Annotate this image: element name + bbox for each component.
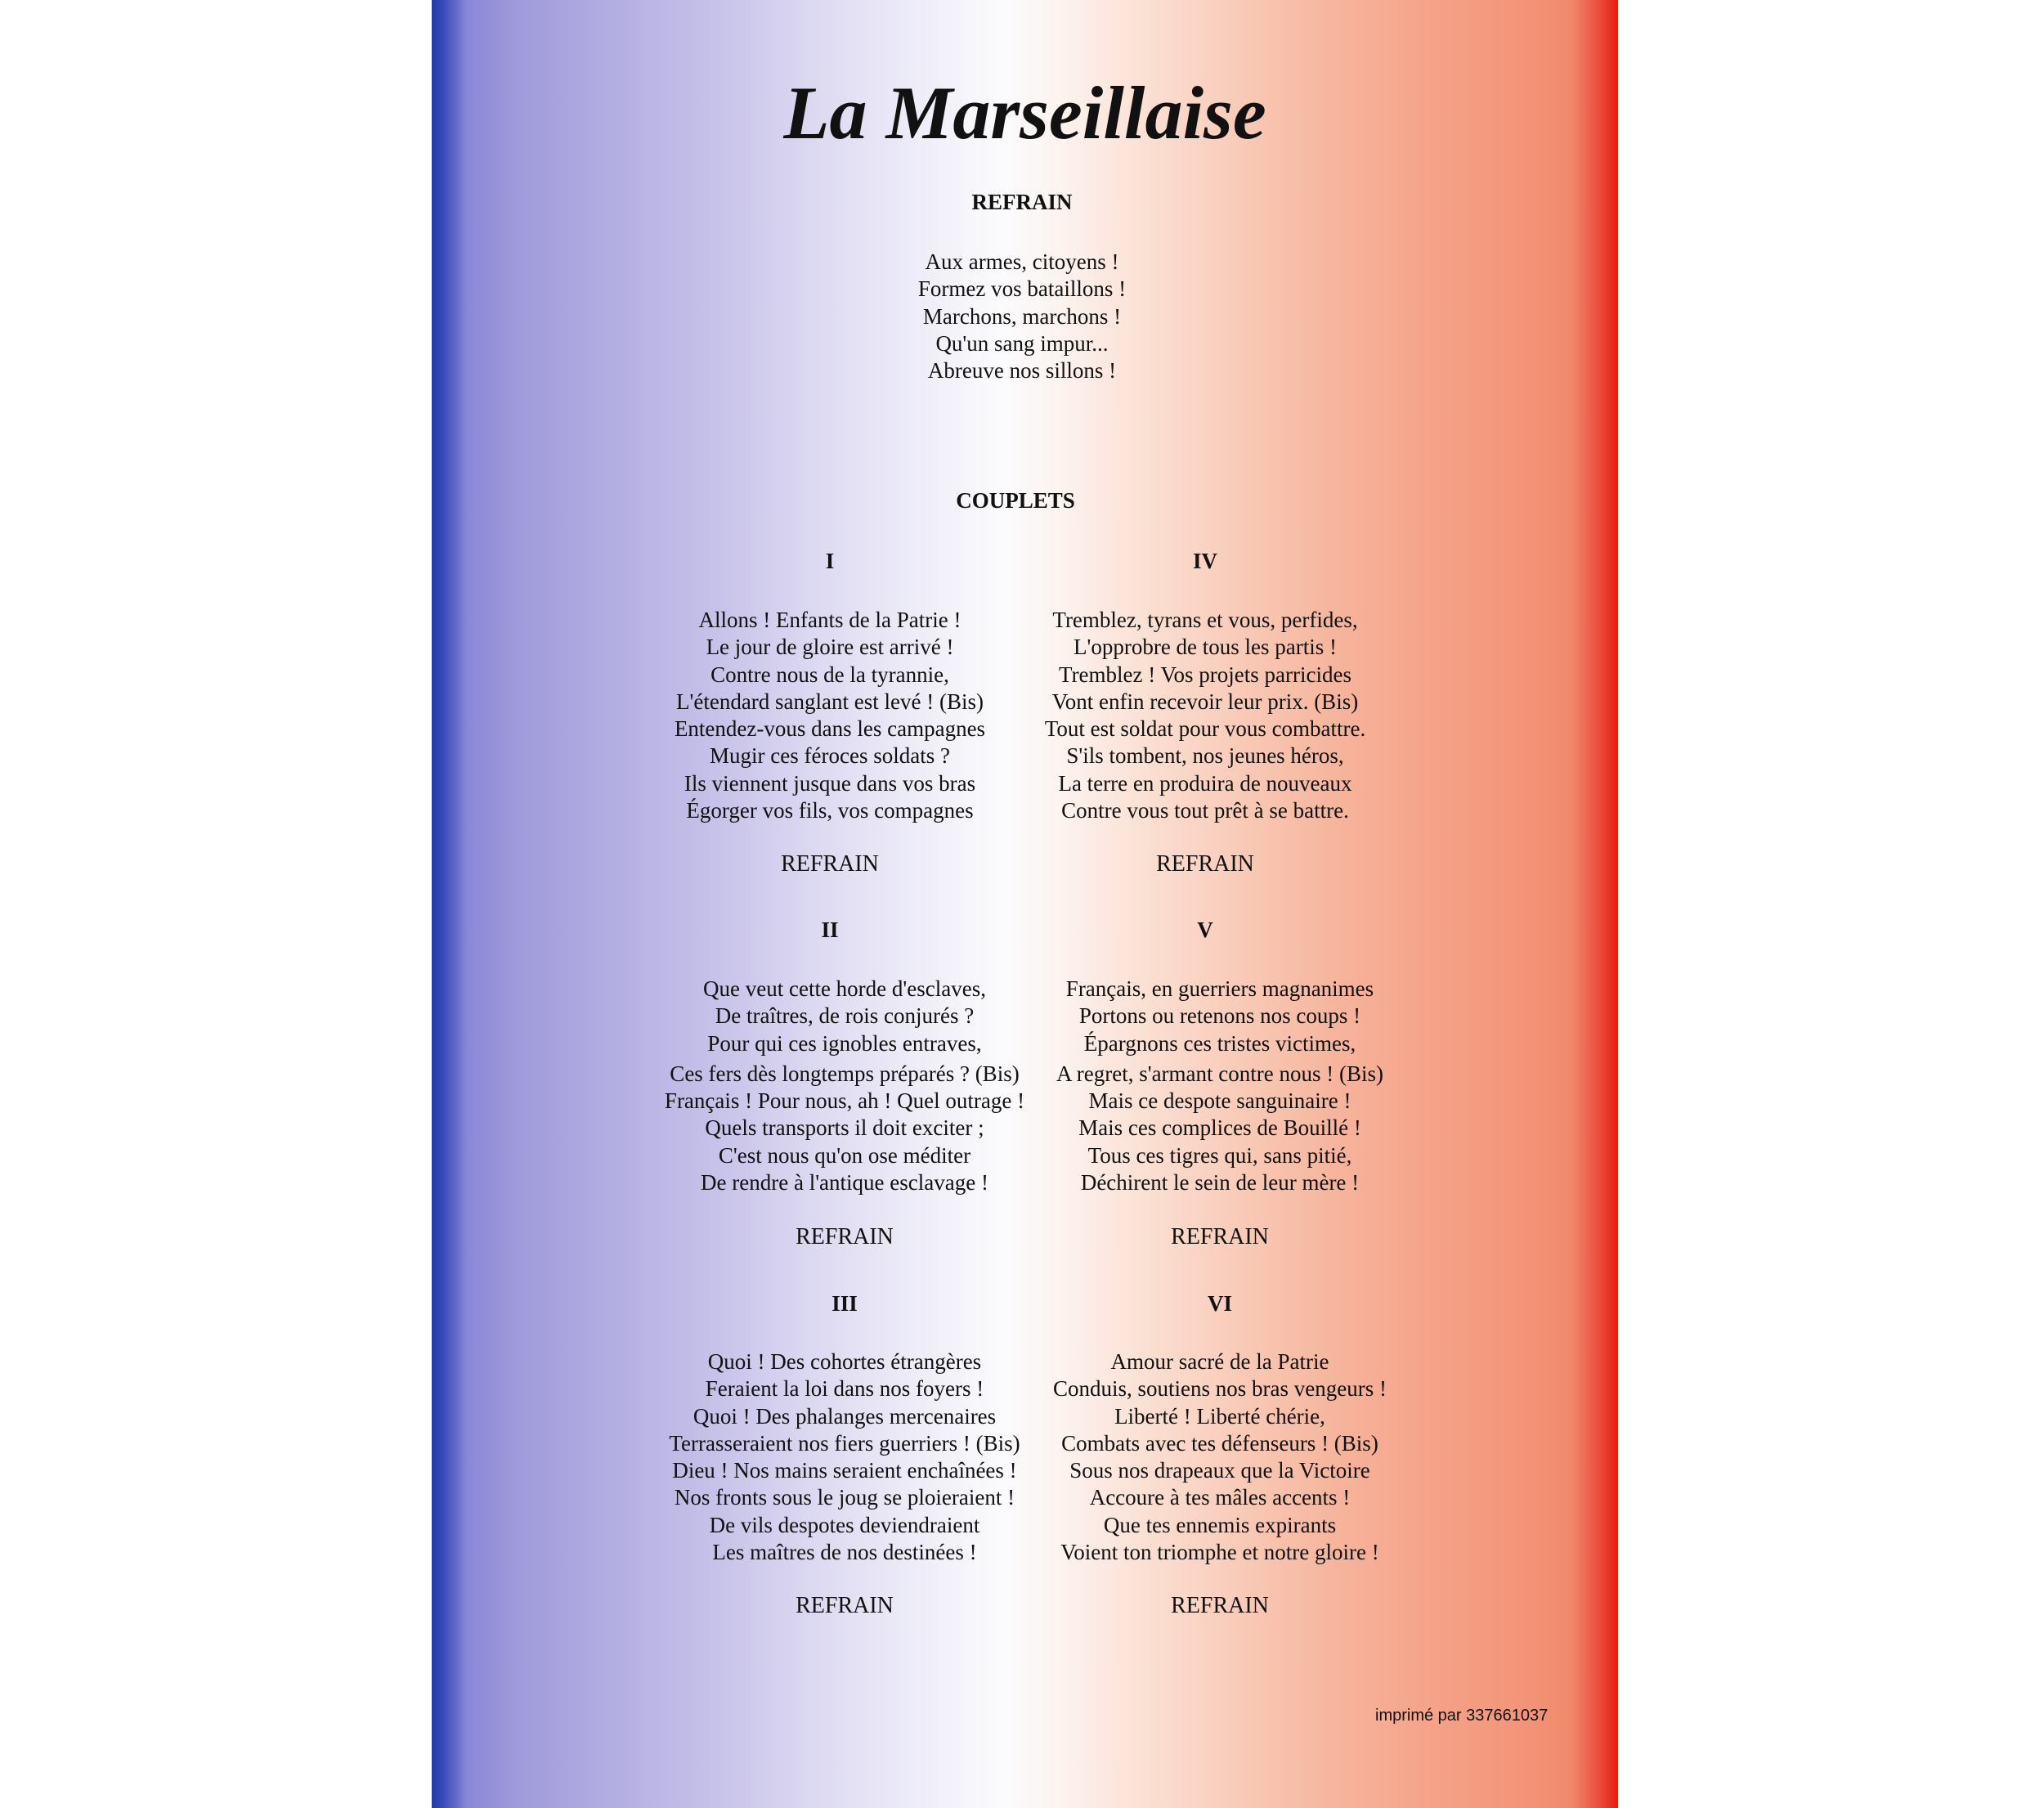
verse-line: De rendre à l'antique esclavage ! — [701, 1170, 988, 1196]
verse-line: Entendez-vous dans les campagnes — [674, 716, 986, 742]
refrain-label: REFRAIN — [1171, 1593, 1269, 1618]
verse-line: Que veut cette horde d'esclaves, — [703, 976, 986, 1001]
verse-line: L'opprobre de tous les partis ! — [1073, 635, 1338, 660]
verse-line: Contre vous tout prêt à se battre. — [1061, 798, 1349, 823]
verse-line: Pour qui ces ignobles entraves, — [707, 1030, 982, 1056]
verse-line: A regret, s'armant contre nous ! (Bis) — [1056, 1061, 1384, 1086]
verse-line: Combats avec tes défenseurs ! (Bis) — [1061, 1430, 1378, 1456]
verse-line: S'ils tombent, nos jeunes héros, — [1066, 743, 1344, 769]
poster-title: La Marseillaise — [783, 71, 1266, 155]
refrain-heading: REFRAIN — [971, 190, 1073, 214]
couplet-verse-2 — [665, 976, 1024, 1196]
couplet-verse-1 — [675, 607, 985, 824]
couplet-numeral: III — [831, 1291, 858, 1316]
verse-line: Vont enfin recevoir leur prix. (Bis) — [1051, 689, 1359, 714]
printer-footer: imprimé par 337661037 — [1375, 1707, 1549, 1725]
verse-line: Accoure à tes mâles accents ! — [1089, 1485, 1351, 1510]
verse-line: Contre nous de la tyrannie, — [710, 662, 949, 687]
refrain-label: REFRAIN — [781, 851, 879, 877]
verse-line: Français ! Pour nous, ah ! Quel outrage ! — [664, 1088, 1025, 1114]
verse-line: L'étendard sanglant est levé ! (Bis) — [676, 689, 984, 714]
verse-line: Aux armes, citoyens ! — [925, 249, 1119, 274]
couplet-numeral: V — [1197, 917, 1213, 942]
couplet-verse-4 — [1045, 607, 1366, 824]
verse-line: Tous ces tigres qui, sans pitié, — [1087, 1142, 1352, 1168]
verse-line: Français, en guerriers magnanimes — [1065, 976, 1374, 1001]
verse-line: Quels transports il doit exciter ; — [705, 1115, 984, 1141]
verse-line: Que tes ennemis expirants — [1103, 1512, 1337, 1537]
verse-line: Déchirent le sein de leur mère ! — [1080, 1170, 1360, 1196]
verse-line: Égorger vos fils, vos compagnes — [686, 798, 974, 823]
refrain-label: REFRAIN — [1171, 1224, 1269, 1249]
verse-line: Formez vos bataillons ! — [917, 276, 1127, 302]
verse-line: Qu'un sang impur... — [935, 330, 1109, 356]
verse-line: Abreuve nos sillons ! — [927, 358, 1117, 384]
couplet-numeral: II — [821, 917, 839, 942]
verse-line: Sous nos drapeaux que la Victoire — [1069, 1458, 1370, 1483]
verse-line: Mais ce despote sanguinaire ! — [1088, 1088, 1351, 1114]
couplet-numeral: IV — [1192, 549, 1218, 573]
verse-line: Voient ton triomphe et notre gloire ! — [1060, 1540, 1379, 1565]
verse-line: Tremblez, tyrans et vous, perfides, — [1052, 608, 1358, 632]
verse-line: Le jour de gloire est arrivé ! — [706, 635, 954, 660]
verse-line: De vils despotes deviendraient — [709, 1512, 980, 1537]
couplet-verse-6 — [1053, 1348, 1387, 1566]
verse-line: Ils viennent jusque dans vos bras — [684, 770, 976, 796]
couplet-verse-3 — [669, 1348, 1020, 1566]
verse-line: Portons ou retenons nos coups ! — [1078, 1003, 1361, 1029]
verse-line: Nos fronts sous le joug se ploieraient ! — [674, 1485, 1015, 1510]
verse-line: Tout est soldat pour vous combattre. — [1044, 716, 1366, 742]
couplet-numeral: VI — [1207, 1291, 1233, 1316]
verse-line: De traîtres, de rois conjurés ? — [715, 1003, 975, 1029]
refrain-label: REFRAIN — [796, 1224, 894, 1249]
verse-line: La terre en produira de nouveaux — [1058, 770, 1352, 796]
verse-line: Amour sacré de la Patrie — [1110, 1349, 1329, 1374]
couplet-numeral: I — [825, 549, 835, 573]
verse-line: Mugir ces féroces soldats ? — [710, 743, 950, 769]
verse-line: Liberté ! Liberté chérie, — [1114, 1403, 1325, 1429]
refrain-verse — [918, 249, 1126, 384]
verse-line: Épargnons ces tristes victimes, — [1083, 1030, 1356, 1056]
verse-line: Mais ces complices de Bouillé ! — [1078, 1115, 1361, 1141]
verse-line: Quoi ! Des phalanges mercenaires — [693, 1403, 997, 1429]
tricolor-poster — [432, 0, 1618, 1808]
verse-line: Quoi ! Des cohortes étrangères — [707, 1349, 982, 1374]
refrain-label: REFRAIN — [1156, 851, 1254, 877]
verse-line: Conduis, soutiens nos bras vengeurs ! — [1053, 1376, 1387, 1402]
refrain-label: REFRAIN — [796, 1593, 894, 1618]
verse-line: C'est nous qu'on ose méditer — [718, 1142, 971, 1168]
verse-line: Terrasseraient nos fiers guerriers ! (Bis) — [669, 1430, 1020, 1456]
verse-line: Allons ! Enfants de la Patrie ! — [698, 608, 961, 632]
verse-line: Dieu ! Nos mains seraient enchaînées ! — [672, 1458, 1017, 1483]
verse-line: Tremblez ! Vos projets parricides — [1059, 662, 1351, 687]
verse-line: Ces fers dès longtemps préparés ? (Bis) — [670, 1061, 1020, 1086]
couplet-verse-5 — [1056, 976, 1383, 1196]
verse-line: Les maîtres de nos destinées ! — [712, 1540, 977, 1565]
verse-line: Marchons, marchons ! — [922, 303, 1122, 329]
verse-line: Feraient la loi dans nos foyers ! — [705, 1376, 984, 1402]
couplets-heading: COUPLETS — [956, 488, 1075, 513]
